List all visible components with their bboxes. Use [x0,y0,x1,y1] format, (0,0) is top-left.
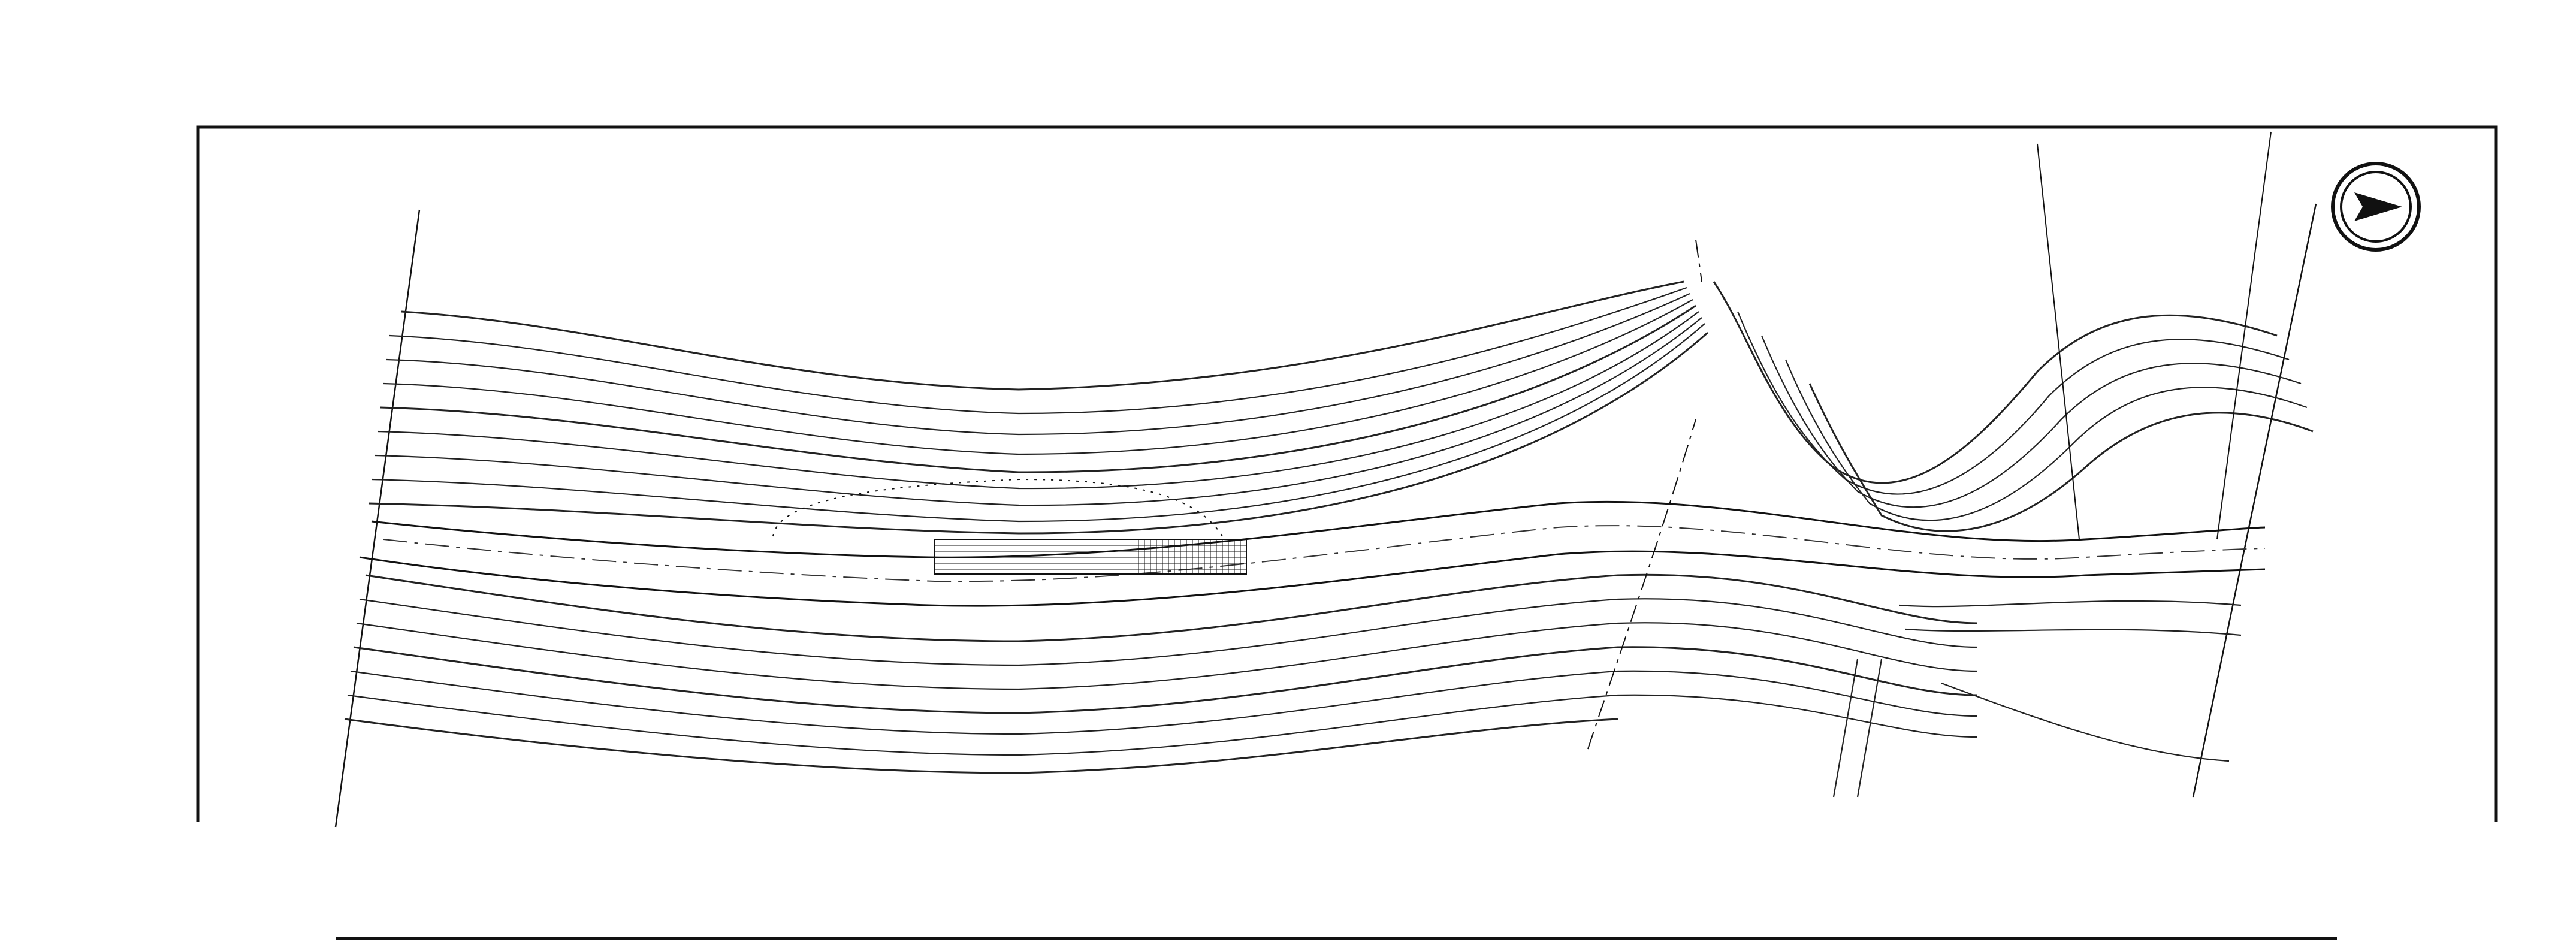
stream-banks [1834,601,2241,797]
structure-hatch [935,539,1246,574]
sheet-boundary-right [2193,204,2316,797]
profile-line-2 [2217,132,2271,539]
lower-contours [345,575,1977,773]
profile-line-1 [2037,144,2079,539]
sheet-boundary-left [336,210,419,827]
upper-contours [369,282,1708,533]
stream-axis [1588,419,1696,749]
road-edges [360,502,2265,606]
road-centerline [383,526,2265,581]
stream-axis-top [1696,240,1702,282]
north-arrow-icon [2333,164,2419,250]
